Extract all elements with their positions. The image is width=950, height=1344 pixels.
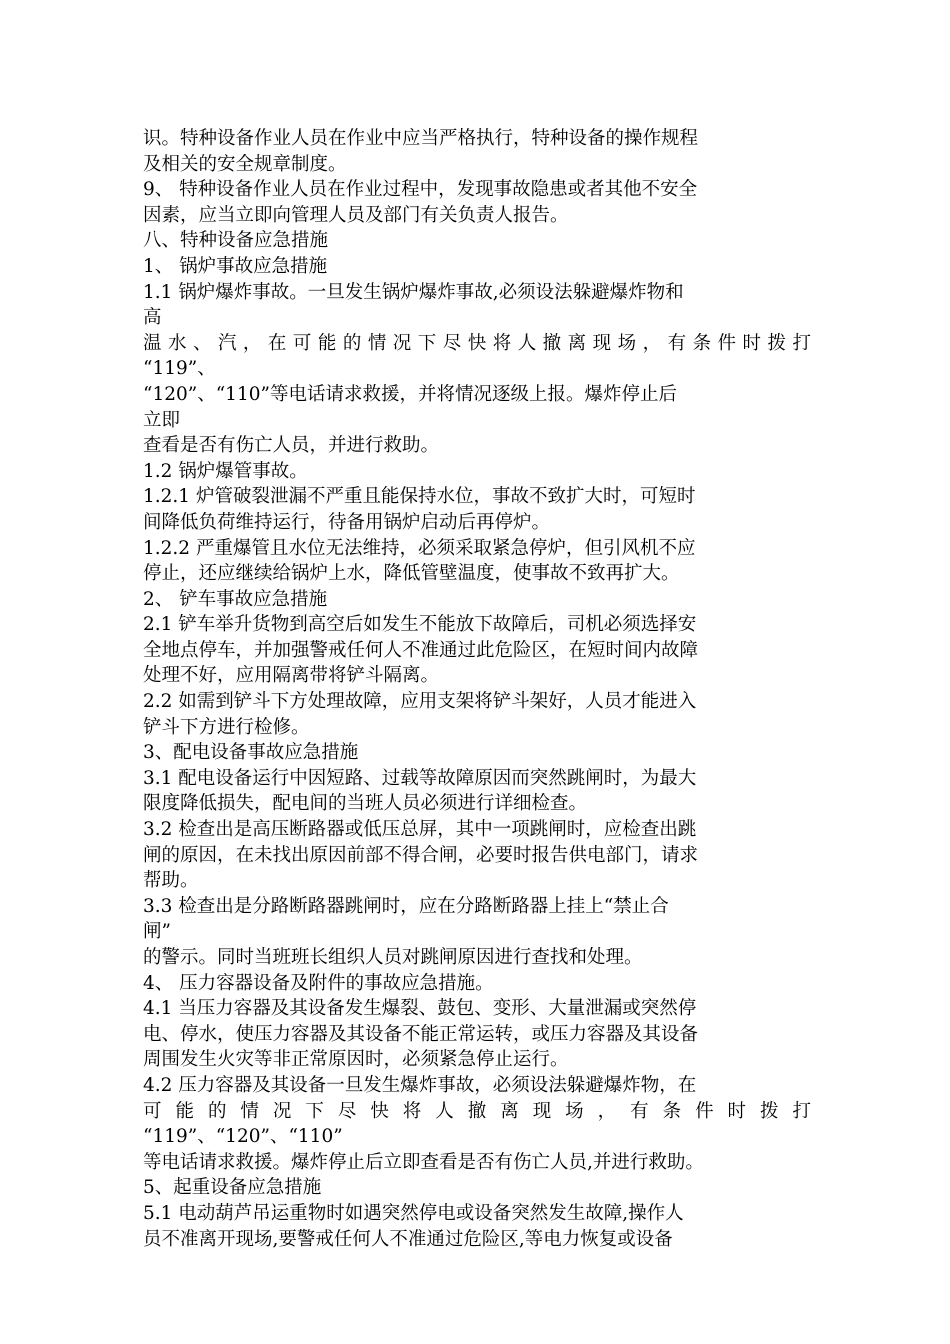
text-line: 高 [143, 307, 162, 329]
text-line: 9、 特种设备作业人员在作业过程中，发现事故隐患或者其他不安全 [143, 179, 698, 201]
text-line: 因素，应当立即向管理人员及部门有关负责人报告。 [143, 204, 569, 226]
text-line: 3.2 检查出是高压断路器或低压总屏，其中一项跳闸时，应检查出跳 [143, 819, 697, 841]
text-line: 温水、汽，在可能的情况下尽快将人撤离现场，有条件时拨打 [143, 332, 811, 354]
text-line: 电、停水，使压力容器及其设备不能正常运转，或压力容器及其设备 [143, 1023, 699, 1045]
section-heading: 八、特种设备应急措施 [143, 230, 329, 252]
text-line: 停止，还应继续给锅炉上水，降低管壁温度，使事故不致再扩大。 [143, 563, 680, 585]
text-line: 立即 [143, 409, 181, 431]
text-line: 限度降低损失，配电间的当班人员必须进行详细检查。 [143, 793, 588, 815]
text-line: 可能的情况下尽快将人撤离现场，有条件时拨打 [143, 1100, 811, 1122]
text-line: 等电话请求救援。爆炸停止后立即查看是否有伤亡人员,并进行救助。 [143, 1151, 704, 1173]
text-line: 1.2 锅炉爆管事故。 [143, 460, 308, 482]
subsection-heading: 3、配电设备事故应急措施 [143, 742, 359, 764]
text-line: 周围发生火灾等非正常原因时，必须紧急停止运行。 [143, 1049, 569, 1071]
text-line: 全地点停车，并加强警戒任何人不准通过此危险区，在短时间内故障 [143, 639, 699, 661]
text-line: 1.2.2 严重爆管且水位无法维持，必须采取紧急停炉，但引风机不应 [143, 537, 696, 559]
text-line: “119”、“120”、“110” [143, 1126, 343, 1148]
subsection-heading: 4、 压力容器设备及附件的事故应急措施。 [143, 972, 494, 994]
text-line: 闸的原因，在未找出原因前部不得合闸，必要时报告供电部门，请求 [143, 844, 699, 866]
subsection-heading: 2、 铲车事故应急措施 [143, 588, 328, 610]
text-line: 3.3 检查出是分路断路器跳闸时，应在分路断路器上挂上“禁止合 [143, 895, 669, 917]
document-body [143, 126, 811, 1252]
text-line: 2.2 如需到铲斗下方处理故障，应用支架将铲斗架好，人员才能进入 [143, 691, 697, 713]
subsection-heading: 1、 锅炉事故应急措施 [143, 255, 328, 277]
text-line: 识。特种设备作业人员在作业中应当严格执行，特种设备的操作规程 [143, 128, 699, 149]
text-line: 5.1 电动葫芦吊运重物时如遇突然停电或设备突然发生故障,操作人 [143, 1202, 684, 1224]
text-line: 帮助。 [143, 870, 199, 892]
text-line: 1.2.1 炉管破裂泄漏不严重且能保持水位，事故不致扩大时，可短时 [143, 486, 696, 508]
text-line: “120”、“110”等电话请求救援，并将情况逐级上报。爆炸停止后 [143, 383, 677, 405]
text-line: 员不准离开现场,要警戒任何人不准通过危险区,等电力恢复或设备 [143, 1228, 673, 1250]
text-line: 闸” [143, 921, 171, 943]
text-line: 1.1 锅炉爆炸事故。一旦发生锅炉爆炸事故,必须设法躲避爆炸物和 [143, 281, 684, 303]
text-line: 3.1 配电设备运行中因短路、过载等故障原因而突然跳闸时，为最大 [143, 767, 697, 789]
text-line: “119”、 [143, 358, 216, 380]
text-line: 的警示。同时当班班长组织人员对跳闸原因进行查找和处理。 [143, 947, 643, 968]
text-line: 2.1 铲车举升货物到高空后如发生不能放下故障后，司机必须选择安 [143, 614, 697, 636]
subsection-heading: 5、起重设备应急措施 [143, 1177, 322, 1199]
text-line: 4.2 压力容器及其设备一旦发生爆炸事故，必须设法躲避爆炸物，在 [143, 1074, 697, 1096]
text-line: 及相关的安全规章制度。 [143, 153, 347, 175]
text-line: 间降低负荷维持运行，待备用锅炉启动后再停炉。 [143, 511, 551, 533]
text-line: 铲斗下方进行检修。 [143, 716, 310, 738]
text-line: 4.1 当压力容器及其设备发生爆裂、鼓包、变形、大量泄漏或突然停 [143, 998, 697, 1020]
text-line: 查看是否有伤亡人员，并进行救助。 [143, 435, 440, 457]
text-line: 处理不好，应用隔离带将铲斗隔离。 [143, 665, 440, 687]
